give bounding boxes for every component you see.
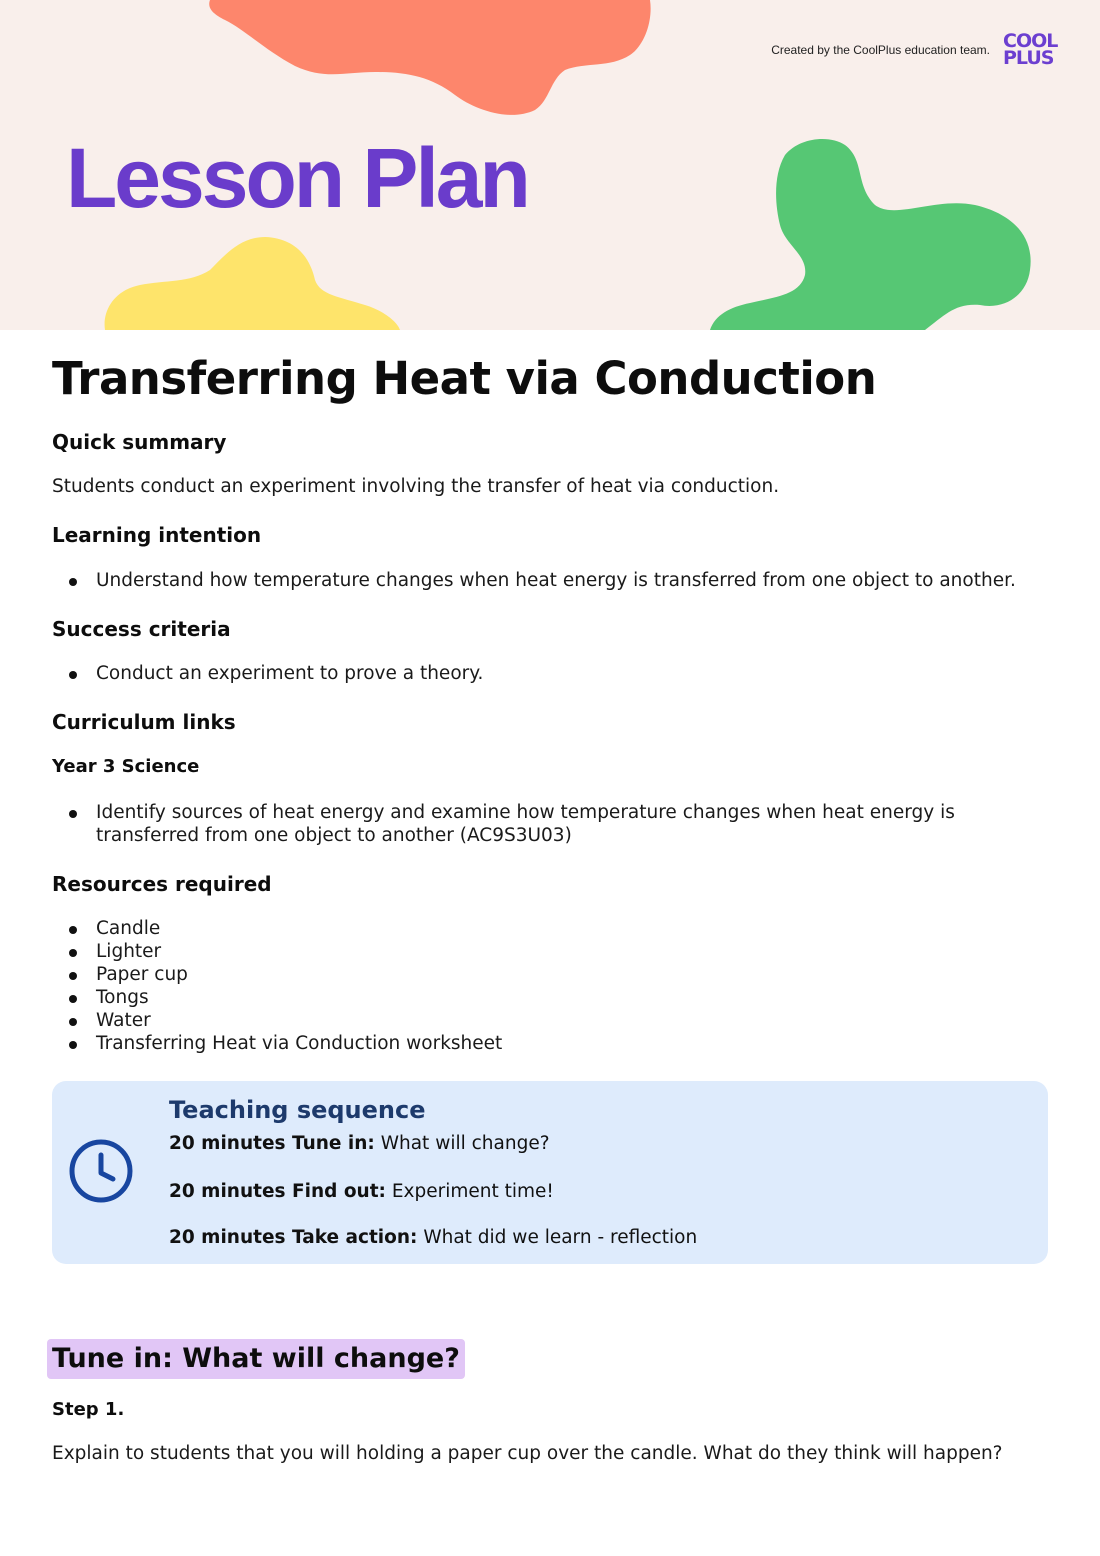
sequence-item-text: What will change?: [380, 1133, 550, 1154]
learning-intention-list: [52, 569, 1052, 592]
green-paint-blob: [705, 135, 1040, 330]
sequence-item-tune-in: [169, 1131, 550, 1157]
sequence-item-find-out: [169, 1179, 554, 1205]
list-item: Lighter: [52, 940, 1052, 963]
quick-summary-heading: Quick summary: [52, 430, 227, 454]
curriculum-subheading: Year 3 Science: [52, 756, 200, 777]
list-item: Understand how temperature changes when heat energy is transferred from one object to another.: [52, 569, 1052, 592]
credit-text: Created by the CoolPlus education team.: [771, 43, 990, 57]
step-1-label: Step 1.: [52, 1399, 125, 1420]
orange-paint-blob: [205, 0, 655, 120]
coolplus-logo: [1003, 30, 1069, 69]
step-1-text: Explain to students that you will holding a paper cup over the candle. What do they think will happen?: [52, 1443, 1003, 1464]
resources-list: [52, 917, 1052, 1055]
logo-line-1: COOL: [1003, 30, 1058, 52]
resources-heading: Resources required: [52, 872, 272, 896]
list-item: Paper cup: [52, 963, 1052, 986]
success-criteria-list: [52, 662, 1052, 685]
sequence-item-label: 20 minutes Take action:: [169, 1227, 418, 1248]
sequence-item-label: 20 minutes Tune in:: [169, 1133, 375, 1154]
sequence-item-text: Experiment time!: [391, 1181, 554, 1202]
sequence-item-label: 20 minutes Find out:: [169, 1181, 386, 1202]
lesson-plan-title: Lesson Plan: [66, 131, 528, 225]
teaching-sequence-box: [52, 1081, 1048, 1264]
quick-summary-text: Students conduct an experiment involving the transfer of heat via conduction.: [52, 476, 780, 497]
curriculum-links-heading: Curriculum links: [52, 710, 236, 734]
tune-in-heading: Tune in: What will change?: [47, 1339, 465, 1379]
teaching-sequence-heading: Teaching sequence: [169, 1096, 426, 1124]
list-item: Candle: [52, 917, 1052, 940]
list-item: Identify sources of heat energy and examine how temperature changes when heat energy is transferred from one object to another (AC9S3U03): [52, 801, 992, 847]
success-criteria-heading: Success criteria: [52, 617, 231, 641]
list-item: Conduct an experiment to prove a theory.: [52, 662, 1052, 685]
logo-line-2: PLUS: [1003, 47, 1054, 69]
lesson-plan-header: [0, 0, 1100, 330]
sequence-item-take-action: [169, 1225, 697, 1251]
clock-icon: [67, 1137, 135, 1205]
document-title: Transferring Heat via Conduction: [52, 352, 877, 405]
curriculum-links-list: [52, 801, 992, 847]
sequence-item-text: What did we learn - reflection: [423, 1227, 698, 1248]
list-item: Tongs: [52, 986, 1052, 1009]
learning-intention-heading: Learning intention: [52, 523, 262, 547]
list-item: Transferring Heat via Conduction worksheet: [52, 1032, 1052, 1055]
list-item: Water: [52, 1009, 1052, 1032]
yellow-paint-blob: [100, 235, 400, 330]
